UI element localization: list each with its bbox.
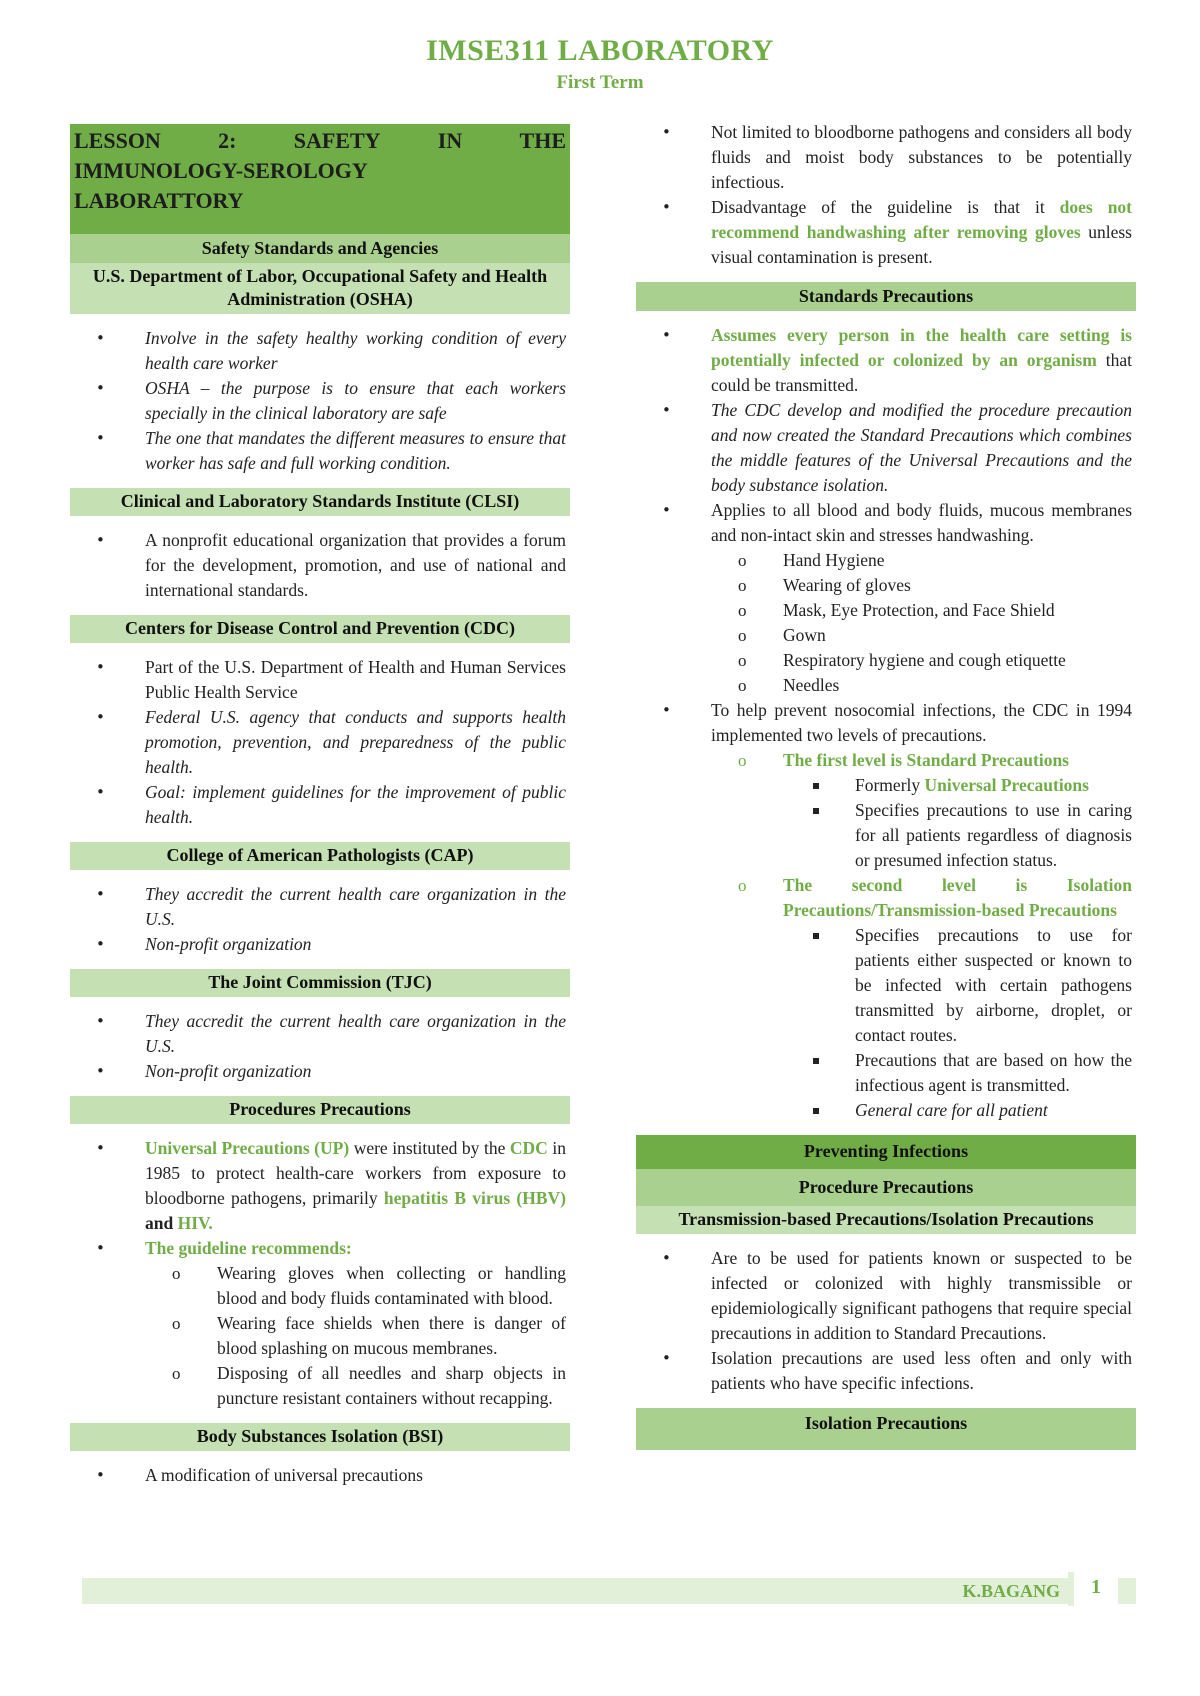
highlight: The first level is Standard Precautions bbox=[783, 750, 1069, 770]
document-term: First Term bbox=[556, 72, 644, 93]
highlight: Universal Precautions bbox=[924, 775, 1089, 795]
section-heading-isolation: Isolation Precautions bbox=[636, 1408, 1136, 1450]
sub-list-item: o Wearing gloves when collecting or handling blood and body fluids contaminated with blood. bbox=[145, 1261, 566, 1311]
footer-author: K.BAGANG bbox=[962, 1581, 1060, 1601]
sub-list-item: o Needles bbox=[711, 673, 1132, 698]
highlight: does not recommend handwashing after removing gloves bbox=[711, 197, 1132, 242]
sub-list-item: o Hand Hygiene bbox=[711, 548, 1132, 573]
section-heading-safety-standards: Safety Standards and Agencies bbox=[70, 234, 570, 263]
list-item: • Involve in the safety healthy working condition of every health care worker bbox=[70, 326, 570, 376]
text: and bbox=[145, 1213, 178, 1233]
sub-list-item: o Wearing face shields when there is danger of blood splashing on mucous membranes. bbox=[145, 1311, 566, 1361]
list-item: • Goal: implement guidelines for the improvement of public health. bbox=[70, 780, 570, 830]
highlight: Universal Precautions (UP) bbox=[145, 1138, 350, 1158]
highlight: The second level is Isolation Precautions/Transmission-based Precautions bbox=[783, 875, 1132, 920]
sub-sub-list-item: General care for all patient bbox=[783, 1098, 1132, 1123]
text: Formerly bbox=[855, 775, 925, 795]
transmission-list bbox=[636, 1246, 1136, 1396]
highlight: Assumes every person in the health care setting is potentially infected or colonized by an organism bbox=[711, 325, 1132, 370]
list-item: • Isolation precautions are used less often and only with patients who have specific infections. bbox=[636, 1346, 1136, 1396]
list-item: • A modification of universal precautions bbox=[70, 1463, 570, 1488]
lesson-word: IN bbox=[437, 128, 463, 153]
lesson-word: SAFETY bbox=[293, 128, 381, 153]
sub-list-item: o Mask, Eye Protection, and Face Shield bbox=[711, 598, 1132, 623]
cap-list bbox=[70, 882, 570, 957]
first-level-sublist bbox=[783, 773, 1132, 873]
list-item: • The one that mandates the different measures to ensure that worker has safe and full working condition. bbox=[70, 426, 570, 476]
standards-sublist bbox=[711, 548, 1132, 698]
lesson-line: LABORATTORY bbox=[74, 188, 244, 213]
sub-sub-list-item: Specifies precautions to use in caring for all patients regardless of diagnosis or presumed infection status. bbox=[783, 798, 1132, 873]
list-item bbox=[70, 1236, 570, 1411]
guideline-sublist bbox=[145, 1261, 566, 1411]
text: Disadvantage of the guideline is that it bbox=[711, 197, 1060, 217]
list-item: • They accredit the current health care organization in the U.S. bbox=[70, 882, 570, 932]
section-heading-clsi: Clinical and Laboratory Standards Institute (CLSI) bbox=[70, 488, 570, 516]
lesson-word: LESSON bbox=[74, 128, 161, 153]
procedures-list bbox=[70, 1136, 570, 1411]
list-item: • Federal U.S. agency that conducts and supports health promotion, prevention, and preparedness of the public health. bbox=[70, 705, 570, 780]
section-heading-transmission: Transmission-based Precautions/Isolation Precautions bbox=[636, 1206, 1136, 1234]
bsi-list bbox=[70, 1463, 570, 1488]
text: in 1985 to protect health-care workers from exposure to bloodborne pathogens, primarily bbox=[145, 1138, 566, 1208]
list-item bbox=[636, 498, 1136, 698]
text: that could be transmitted. bbox=[711, 350, 1132, 395]
section-heading-bsi: Body Substances Isolation (BSI) bbox=[70, 1423, 570, 1451]
left-column bbox=[70, 124, 570, 1500]
text: To help prevent nosocomial infections, the CDC in 1994 implemented two levels of precautions. bbox=[711, 700, 1132, 745]
sub-sub-list-item bbox=[783, 773, 1132, 798]
sub-sub-list-item: Specifies precautions to use for patients either suspected or known to be infected with certain pathogens transmitted by airborne, droplet, or contact routes. bbox=[783, 923, 1132, 1048]
lesson-line: IMMUNOLOGY-SEROLOGY bbox=[74, 158, 368, 183]
document-title: IMSE311 LABORATORY bbox=[426, 34, 774, 67]
list-item: • Non-profit organization bbox=[70, 932, 570, 957]
list-item: • Not limited to bloodborne pathogens and considers all body fluids and moist body substances to be potentially infectious. bbox=[636, 120, 1136, 195]
osha-list bbox=[70, 326, 570, 476]
highlight: hepatitis B virus (HBV) bbox=[383, 1188, 566, 1208]
standards-list bbox=[636, 323, 1136, 1123]
cdc-list bbox=[70, 655, 570, 830]
bsi-continued-list bbox=[636, 120, 1136, 270]
lesson-title bbox=[70, 124, 570, 234]
sub-list-item: o Wearing of gloves bbox=[711, 573, 1132, 598]
text: Applies to all blood and body fluids, mucous membranes and non-intact skin and stresses handwashing. bbox=[711, 500, 1132, 545]
list-item bbox=[636, 195, 1136, 270]
highlight: CDC bbox=[509, 1138, 548, 1158]
sub-list-item: o Disposing of all needles and sharp objects in puncture resistant containers without recapping. bbox=[145, 1361, 566, 1411]
list-item: • Are to be used for patients known or suspected to be infected or colonized with highly transmissible or epidemiologically significant pathogens that require special precautions in addition to Standard Precautions. bbox=[636, 1246, 1136, 1346]
section-heading-standards: Standards Precautions bbox=[636, 282, 1136, 311]
tjc-list bbox=[70, 1009, 570, 1084]
text: were instituted by the bbox=[349, 1138, 510, 1158]
sub-list-item bbox=[711, 873, 1132, 1123]
section-heading-cdc: Centers for Disease Control and Prevention (CDC) bbox=[70, 615, 570, 643]
section-heading-tjc: The Joint Commission (TJC) bbox=[70, 969, 570, 997]
second-level-sublist bbox=[783, 923, 1132, 1123]
right-column bbox=[636, 124, 1136, 1450]
sub-list-item: o Gown bbox=[711, 623, 1132, 648]
section-heading-preventing-infections: Preventing Infections bbox=[636, 1135, 1136, 1169]
list-item: • Non-profit organization bbox=[70, 1059, 570, 1084]
list-item: • Part of the U.S. Department of Health and Human Services Public Health Service bbox=[70, 655, 570, 705]
highlight: The guideline recommends: bbox=[145, 1238, 352, 1258]
section-heading-osha: U.S. Department of Labor, Occupational Safety and Health Administration (OSHA) bbox=[70, 263, 570, 314]
list-item bbox=[636, 323, 1136, 398]
section-heading-procedure-precautions: Procedure Precautions bbox=[636, 1169, 1136, 1206]
sub-sub-list-item: Precautions that are based on how the infectious agent is transmitted. bbox=[783, 1048, 1132, 1098]
levels-sublist bbox=[711, 748, 1132, 1123]
highlight: HIV. bbox=[177, 1213, 213, 1233]
list-item: • The CDC develop and modified the procedure precaution and now created the Standard Precautions which combines the middle features of the Universal Precautions and the body substance isolation. bbox=[636, 398, 1136, 498]
list-item bbox=[636, 698, 1136, 1123]
list-item: • A nonprofit educational organization that provides a forum for the development, promotion, and use of national and international standards. bbox=[70, 528, 570, 603]
text: unless visual contamination is present. bbox=[711, 222, 1132, 267]
section-heading-procedures: Procedures Precautions bbox=[70, 1096, 570, 1124]
list-item: • They accredit the current health care organization in the U.S. bbox=[70, 1009, 570, 1059]
sub-list-item: o Respiratory hygiene and cough etiquette bbox=[711, 648, 1132, 673]
section-heading-cap: College of American Pathologists (CAP) bbox=[70, 842, 570, 870]
lesson-word: THE bbox=[519, 128, 566, 153]
list-item: • OSHA – the purpose is to ensure that each workers specially in the clinical laboratory are safe bbox=[70, 376, 570, 426]
sub-list-item bbox=[711, 748, 1132, 873]
clsi-list bbox=[70, 528, 570, 603]
page-number: 1 bbox=[1068, 1572, 1118, 1606]
lesson-word: 2: bbox=[218, 128, 237, 153]
list-item bbox=[70, 1136, 570, 1236]
